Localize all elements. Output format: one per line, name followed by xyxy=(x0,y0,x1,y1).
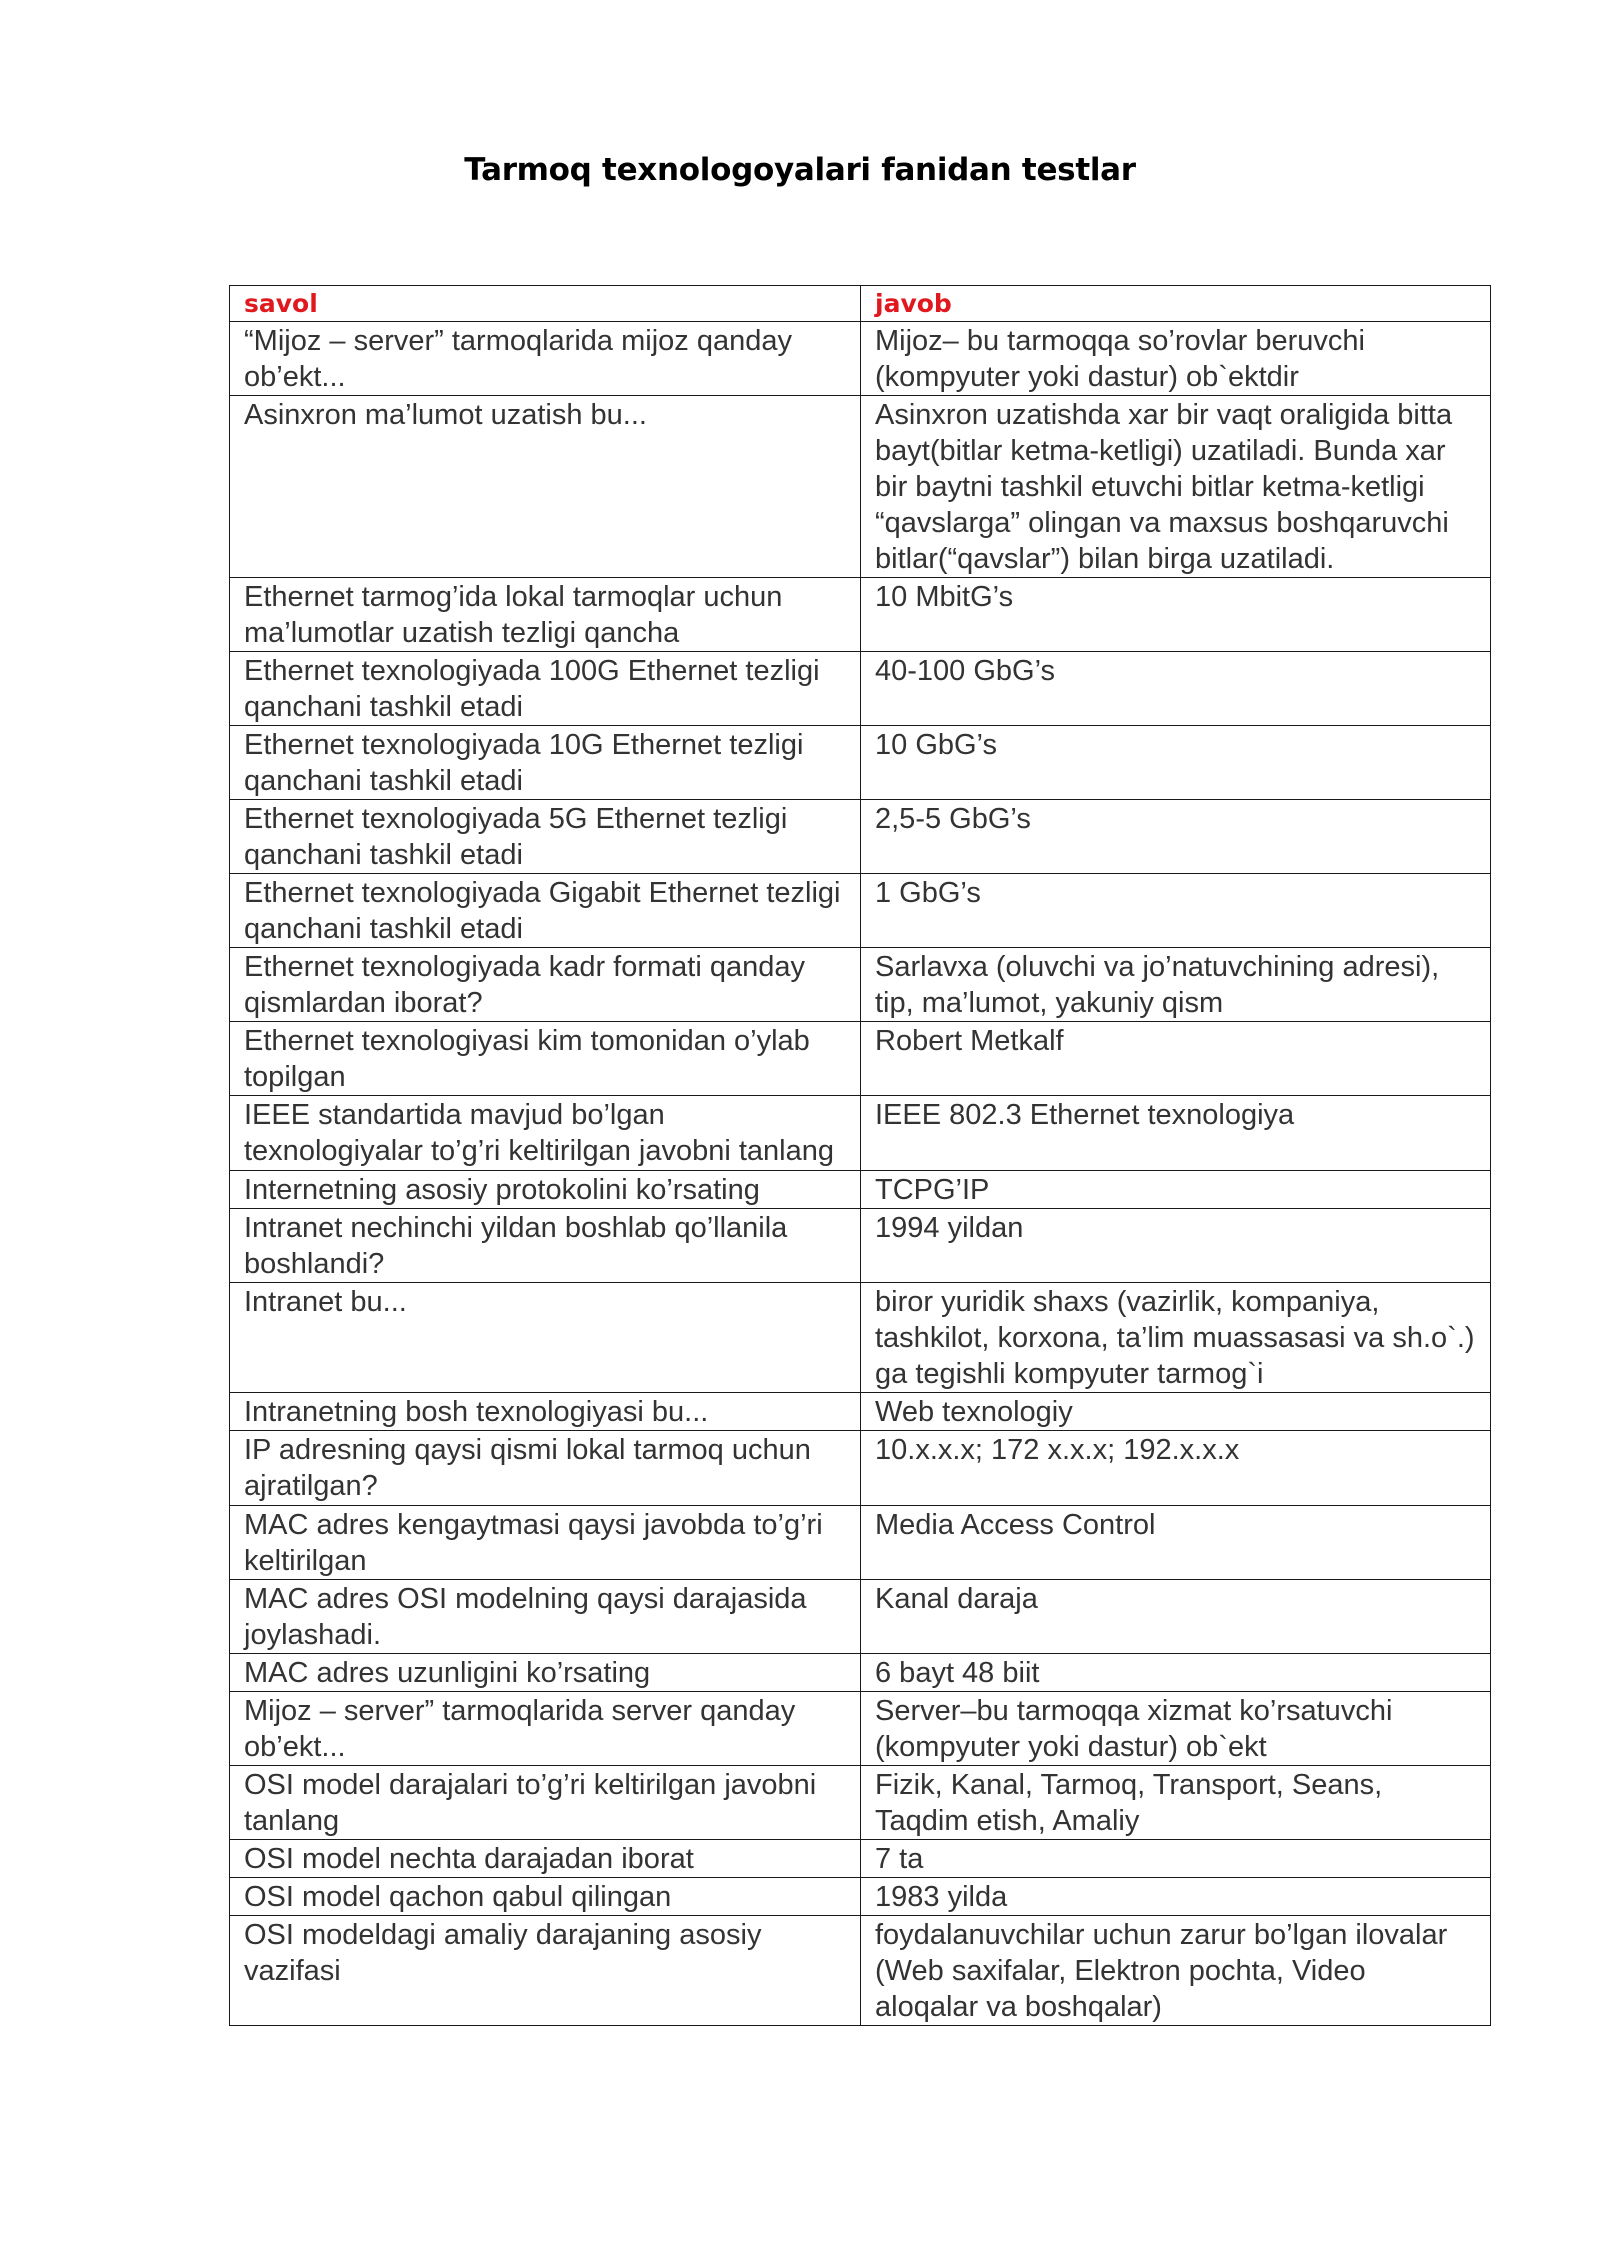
question-cell: Mijoz – server” tarmoqlarida server qanday ob’ekt... xyxy=(230,1692,861,1766)
question-cell: Intranet nechinchi yildan boshlab qo’llanila boshlandi? xyxy=(230,1209,861,1283)
table-row xyxy=(230,1431,1491,1506)
question-cell: OSI model darajalari to’g’ri keltirilgan javobni tanlang xyxy=(230,1766,861,1840)
answer-cell: 10.x.x.x; 172 x.x.x; 192.x.x.x xyxy=(861,1431,1491,1506)
table-row xyxy=(230,1283,1491,1393)
answer-cell: Sarlavxa (oluvchi va jo’natuvchining adresi), tip, ma’lumot, yakuniy qism xyxy=(861,948,1491,1022)
question-cell: Ethernet tarmog’ida lokal tarmoqlar uchun ma’lumotlar uzatish tezligi qancha xyxy=(230,578,861,652)
answer-cell: Asinxron uzatishda xar bir vaqt oraligida bitta bayt(bitlar ketma-ketligi) uzatiladi. Bunda xar bir baytni tashkil etuvchi bitlar ketma-ketligi “qavslarga” olingan va maxsus boshqaruvchi bitlar(“qavslar”) bilan birga uzatiladi. xyxy=(861,396,1491,578)
header-javob: javob xyxy=(861,286,1491,322)
table-row xyxy=(230,396,1491,578)
question-cell: MAC adres uzunligini ko’rsating xyxy=(230,1654,861,1692)
answer-cell: 2,5-5 GbG’s xyxy=(861,800,1491,874)
question-cell: IEEE standartida mavjud bo’lgan texnologiyalar to’g’ri keltirilgan javobni tanlang xyxy=(230,1096,861,1171)
question-cell: Ethernet texnologiyada 10G Ethernet tezligi qanchani tashkil etadi xyxy=(230,726,861,800)
answer-cell: 10 MbitG’s xyxy=(861,578,1491,652)
question-cell: Ethernet texnologiyada 5G Ethernet tezligi qanchani tashkil etadi xyxy=(230,800,861,874)
table-row xyxy=(230,1171,1491,1209)
table-body xyxy=(230,322,1491,2026)
table-row xyxy=(230,800,1491,874)
answer-cell: 40-100 GbG’s xyxy=(861,652,1491,726)
question-cell: “Mijoz – server” tarmoqlarida mijoz qanday ob’ekt... xyxy=(230,322,861,396)
question-cell: MAC adres OSI modelning qaysi darajasida joylashadi. xyxy=(230,1580,861,1654)
table-row xyxy=(230,948,1491,1022)
question-cell: MAC adres kengaytmasi qaysi javobda to’g’ri keltirilgan xyxy=(230,1506,861,1580)
table-row xyxy=(230,1580,1491,1654)
answer-cell: Robert Metkalf xyxy=(861,1022,1491,1096)
question-cell: Intranetning bosh texnologiyasi bu... xyxy=(230,1393,861,1431)
answer-cell: 1 GbG’s xyxy=(861,874,1491,948)
question-cell: OSI model nechta darajadan iborat xyxy=(230,1840,861,1878)
question-cell: Ethernet texnologiyada 100G Ethernet tezligi qanchani tashkil etadi xyxy=(230,652,861,726)
answer-cell: Fizik, Kanal, Tarmoq, Transport, Seans, Taqdim etish, Amaliy xyxy=(861,1766,1491,1840)
answer-cell: 1983 yilda xyxy=(861,1878,1491,1916)
qa-table xyxy=(229,285,1491,2026)
answer-cell: Kanal daraja xyxy=(861,1580,1491,1654)
table-row xyxy=(230,874,1491,948)
answer-cell: Mijoz– bu tarmoqqa so’rovlar beruvchi (kompyuter yoki dastur) ob`ektdir xyxy=(861,322,1491,396)
answer-cell: IEEE 802.3 Ethernet texnologiya xyxy=(861,1096,1491,1171)
question-cell: Ethernet texnologiyada kadr formati qanday qismlardan iborat? xyxy=(230,948,861,1022)
answer-cell: 7 ta xyxy=(861,1840,1491,1878)
table-row xyxy=(230,652,1491,726)
answer-cell: 10 GbG’s xyxy=(861,726,1491,800)
question-cell: Ethernet texnologiyada Gigabit Ethernet tezligi qanchani tashkil etadi xyxy=(230,874,861,948)
table-row xyxy=(230,1022,1491,1096)
answer-cell: Web texnologiy xyxy=(861,1393,1491,1431)
answer-cell: Server–bu tarmoqqa xizmat ko’rsatuvchi (kompyuter yoki dastur) ob`ekt xyxy=(861,1692,1491,1766)
table-header-row xyxy=(230,286,1491,322)
header-savol: savol xyxy=(230,286,861,322)
table-row xyxy=(230,1209,1491,1283)
table-row xyxy=(230,1393,1491,1431)
table-row xyxy=(230,578,1491,652)
table-row xyxy=(230,322,1491,396)
table-row xyxy=(230,1654,1491,1692)
table-row xyxy=(230,726,1491,800)
question-cell: IP adresning qaysi qismi lokal tarmoq uchun ajratilgan? xyxy=(230,1431,861,1506)
table-row xyxy=(230,1692,1491,1766)
table-row xyxy=(230,1096,1491,1171)
page-title: Tarmoq texnologoyalari fanidan testlar xyxy=(464,152,1136,188)
question-cell: OSI model qachon qabul qilingan xyxy=(230,1878,861,1916)
answer-cell: biror yuridik shaxs (vazirlik, kompaniya, tashkilot, korxona, ta’lim muassasasi va sh.o`.) ga tegishli kompyuter tarmog`i xyxy=(861,1283,1491,1393)
table-row xyxy=(230,1506,1491,1580)
table-row xyxy=(230,1840,1491,1878)
answer-cell: TCPG’IP xyxy=(861,1171,1491,1209)
question-cell: Internetning asosiy protokolini ko’rsating xyxy=(230,1171,861,1209)
question-cell: Ethernet texnologiyasi kim tomonidan o’ylab topilgan xyxy=(230,1022,861,1096)
question-cell: OSI modeldagi amaliy darajaning asosiy vazifasi xyxy=(230,1916,861,2026)
answer-cell: 6 bayt 48 biit xyxy=(861,1654,1491,1692)
answer-cell: Media Access Control xyxy=(861,1506,1491,1580)
answer-cell: foydalanuvchilar uchun zarur bo’lgan ilovalar (Web saxifalar, Elektron pochta, Video aloqalar va boshqalar) xyxy=(861,1916,1491,2026)
question-cell: Intranet bu... xyxy=(230,1283,861,1393)
table-row xyxy=(230,1766,1491,1840)
table-row xyxy=(230,1878,1491,1916)
question-cell: Asinxron ma’lumot uzatish bu... xyxy=(230,396,861,578)
answer-cell: 1994 yildan xyxy=(861,1209,1491,1283)
table-row xyxy=(230,1916,1491,2026)
